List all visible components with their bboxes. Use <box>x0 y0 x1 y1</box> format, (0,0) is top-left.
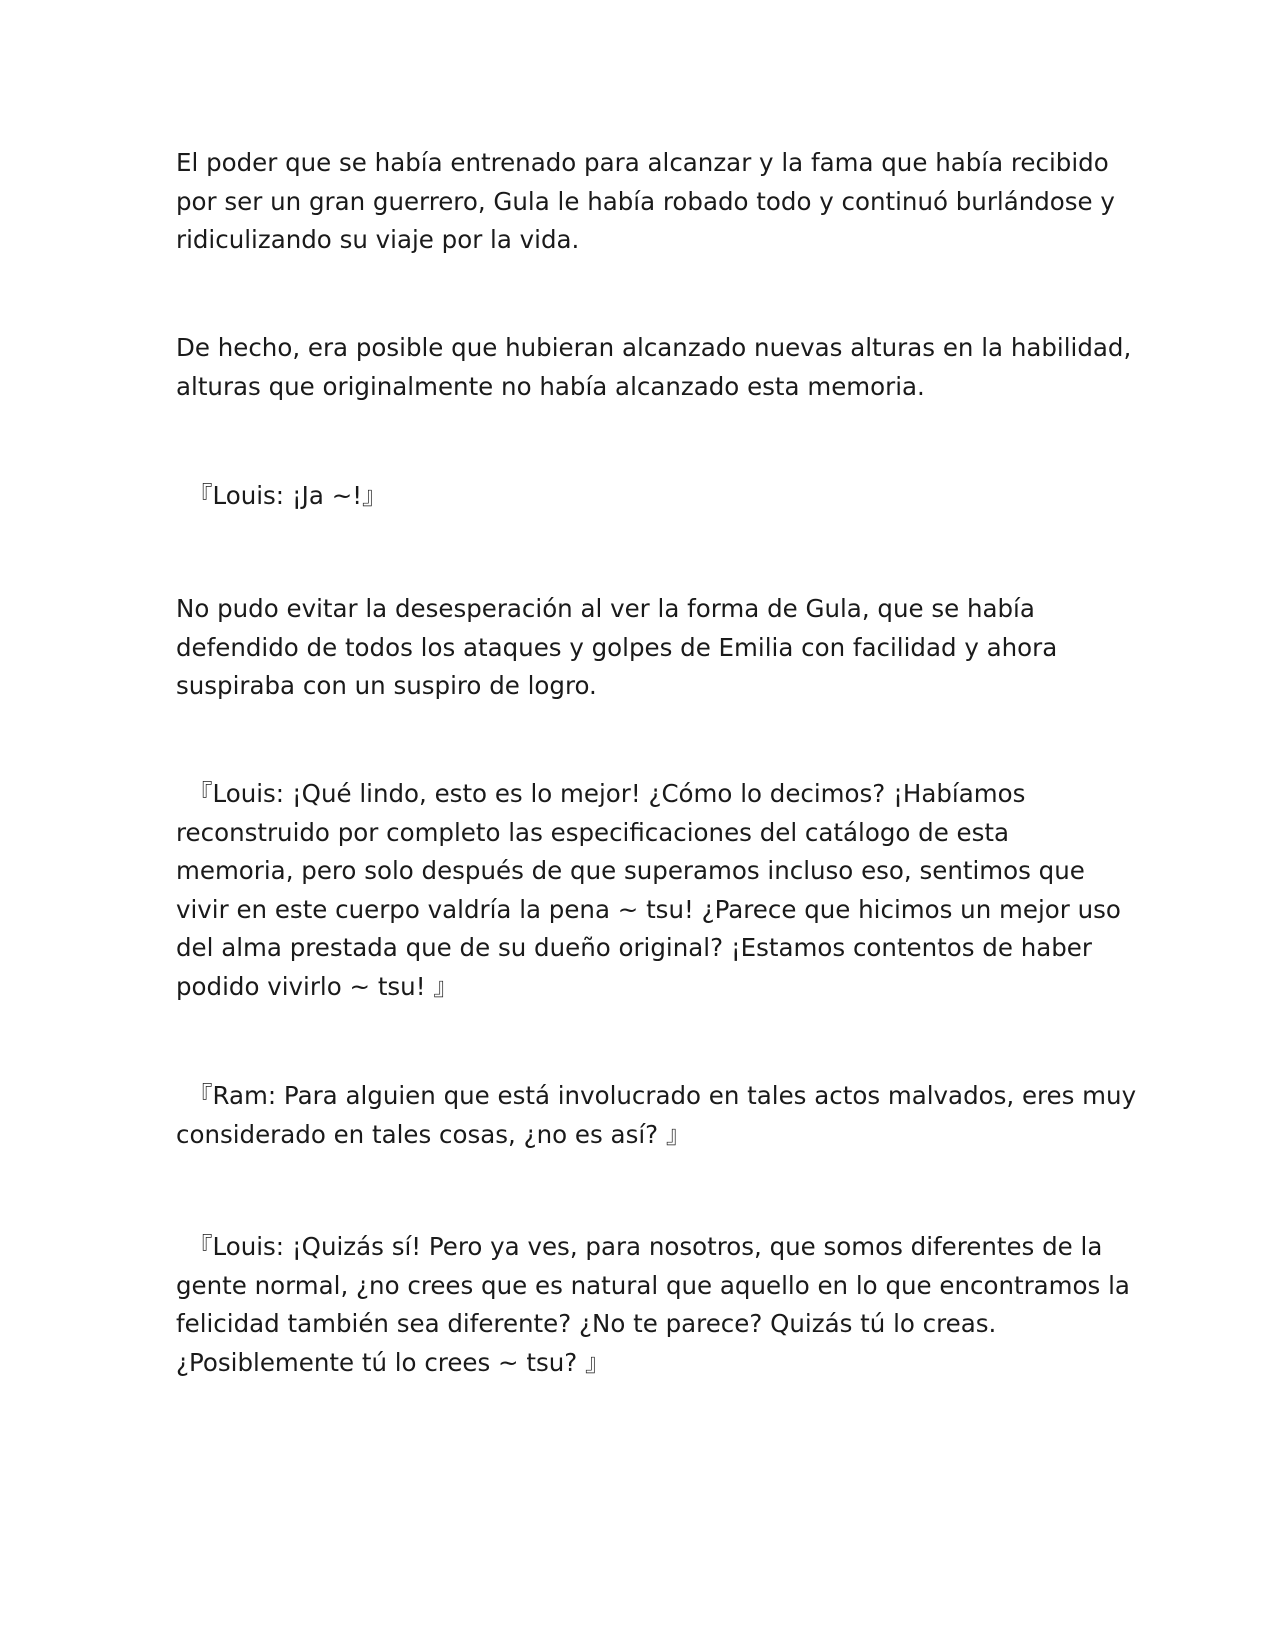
dialogue-ram <box>176 1077 1137 1154</box>
text-line: reconstruido por completo las especificaciones del catálogo de esta <box>176 817 1010 847</box>
text-line: podido vivirlo ~ tsu! 』 <box>176 971 458 1001</box>
text-line: por ser un gran guerrero, Gula le había robado todo y continuó burlándose y <box>176 186 1115 216</box>
text-line: gente normal, ¿no crees que es natural que aquello en lo que encontramos la <box>176 1270 1130 1300</box>
text-line: vivir en este cuerpo valdría la pena ~ tsu! ¿Parece que hicimos un mejor uso <box>176 894 1121 924</box>
text-line: De hecho, era posible que hubieran alcanzado nuevas alturas en la habilidad, <box>176 333 1132 362</box>
text-line: ¿Posiblemente tú lo crees ~ tsu? 』 <box>176 1347 610 1377</box>
text-line: considerado en tales cosas, ¿no es así? 』 <box>176 1119 691 1149</box>
text-line: No pudo evitar la desesperación al ver la forma de Gula, que se había <box>176 594 1035 623</box>
text-line: memoria, pero solo después de que superamos incluso eso, sentimos que <box>176 856 1085 885</box>
dialogue-louis-que-lindo <box>176 775 1121 1006</box>
text-line: El poder que se había entrenado para alcanzar y la fama que había recibido <box>176 148 1109 177</box>
text-line: del alma prestada que de su dueño original? ¡Estamos contentos de haber <box>176 933 1092 962</box>
paragraph-new-heights <box>176 329 1132 406</box>
text-line: 『Louis: ¡Ja ~!』 <box>188 481 387 510</box>
text-line: 『Louis: ¡Qué lindo, esto es lo mejor! ¿Cómo lo decimos? ¡Habíamos <box>188 779 1026 808</box>
text-line: 『Ram: Para alguien que está involucrado en tales actos malvados, eres muy <box>188 1081 1137 1110</box>
text-line: suspiraba con un suspiro de logro. <box>176 671 597 700</box>
paragraph-gula-stole-power <box>176 144 1115 260</box>
text-line: 『Louis: ¡Quizás sí! Pero ya ves, para nosotros, que somos diferentes de la <box>188 1232 1103 1261</box>
dialogue-louis-quizas <box>176 1228 1130 1382</box>
text-line: alturas que originalmente no había alcanzado esta memoria. <box>176 371 925 401</box>
text-line: felicidad también sea diferente? ¿No te parece? Quizás tú lo creas. <box>176 1309 997 1338</box>
paragraph-despair <box>176 590 1106 706</box>
text-line: defendido de todos los ataques y golpes de Emilia con facilidad y ahora <box>176 632 1058 662</box>
dialogue-louis-ja <box>176 477 1106 516</box>
text-line: ridiculizando su viaje por la vida. <box>176 225 580 254</box>
